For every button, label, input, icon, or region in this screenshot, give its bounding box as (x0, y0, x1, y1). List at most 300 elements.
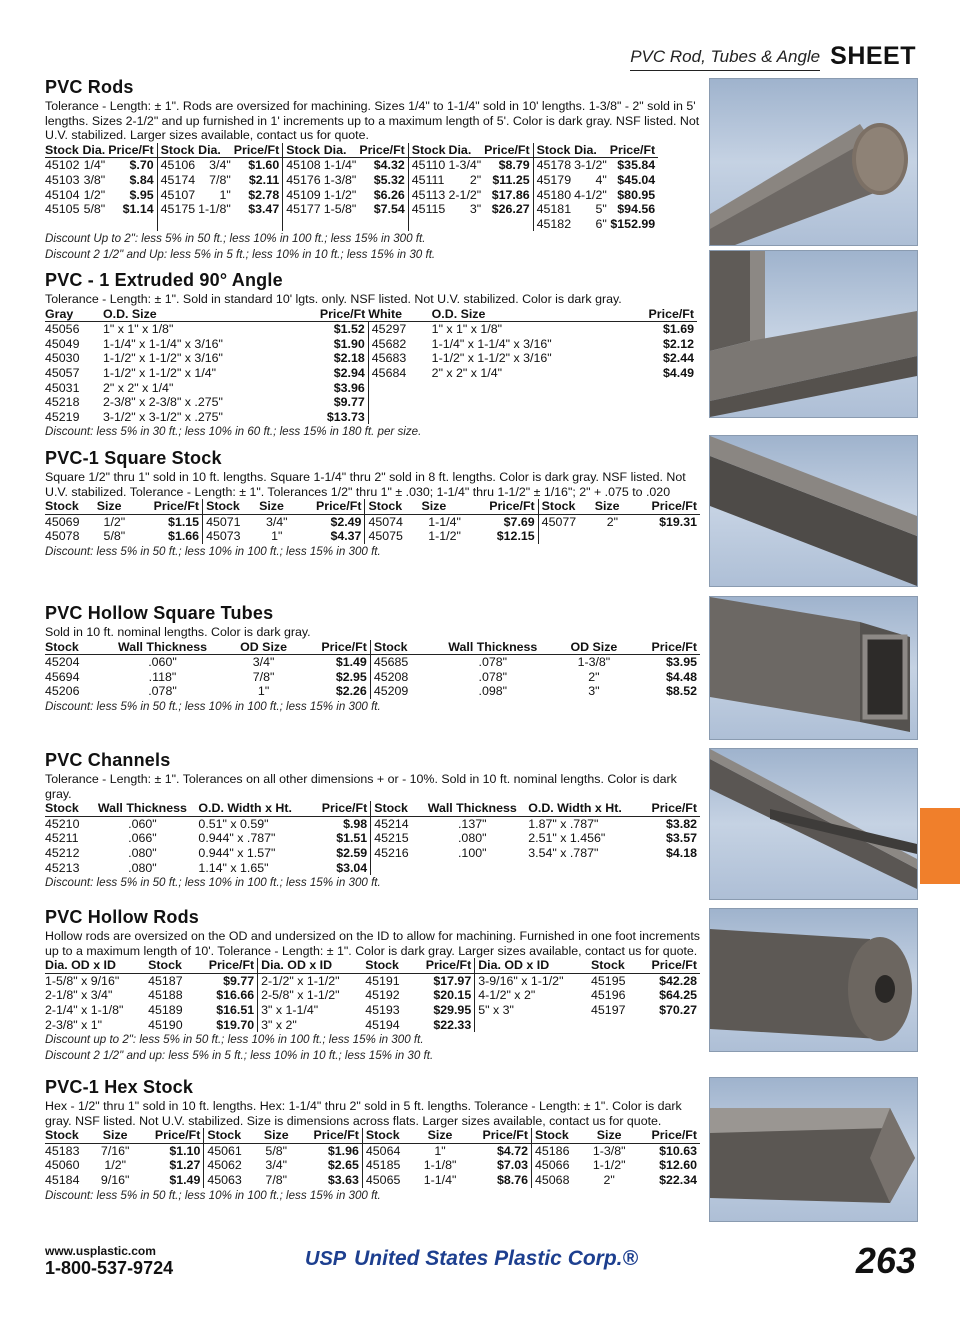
table-row (45, 337, 697, 352)
section-description: Hex - 1/2" thru 1" sold in 10 ft. lengths. Hex: 1-1/4" thru 2" sold in 5 ft. lengths. Tolerance - Length: ± 1". Color is dark gray. NSF listed. Not U.V. stabilized. Size is dimensions across flats. Larger sizes available, contact us for quote. (45, 1099, 682, 1128)
table-cell: 45179 (533, 173, 574, 188)
table-cell: $8.52 (665, 684, 697, 699)
table-cell: $3.82 (665, 816, 697, 831)
table-cell: $2.78 (248, 187, 280, 202)
table-cell (591, 1018, 638, 1033)
header-row (45, 640, 700, 655)
table-cell: .118" (148, 669, 177, 684)
section-hollow-rods (45, 907, 705, 1064)
table-row (45, 395, 697, 410)
table-cell: 4-1/2" x 2" (475, 988, 591, 1003)
table-cell: $1.51 (336, 831, 368, 846)
table-cell: $80.95 (617, 187, 656, 202)
channels-table (45, 801, 700, 875)
table-cell: 1-1/2" x 1-1/2" x 3/16" (431, 351, 552, 366)
table-cell: 1/2" (103, 514, 126, 529)
column-header: O.D. Width x Ht. (528, 801, 642, 816)
footer-company (305, 1247, 638, 1271)
table-cell: $4.18 (665, 845, 697, 860)
table-cell: $3.57 (665, 831, 697, 846)
table-cell: 1/4" (83, 158, 106, 173)
table-cell: $12.15 (496, 529, 535, 544)
table-cell (82, 217, 108, 232)
table-cell: 45683 (368, 351, 431, 366)
table-cell: $1.14 (122, 202, 154, 217)
table-cell: 45196 (591, 988, 626, 1003)
table-cell: $1.90 (333, 336, 365, 351)
discount-note: Discount Up to 2": less 5% in 50 ft.; less 10% in 100 ft.; less 15% in 300 ft. (45, 232, 426, 246)
table-cell: $4.48 (665, 669, 697, 684)
table-cell: 45178 (533, 158, 574, 173)
column-header: Size (418, 1128, 466, 1143)
column-header: Stock (45, 801, 89, 816)
table-cell: 45215 (371, 831, 420, 846)
table-cell: $3.96 (333, 380, 365, 395)
table-cell: 45102 (45, 158, 80, 173)
table-cell: 45071 (203, 514, 260, 529)
table-cell: $1.69 (662, 322, 694, 337)
table-cell: $20.15 (433, 988, 472, 1003)
table-cell: 45214 (371, 816, 420, 831)
column-header: Price/Ft (466, 1128, 532, 1143)
column-header: Price/Ft (631, 640, 700, 655)
table-cell: $17.97 (433, 973, 472, 988)
table-row (45, 514, 700, 529)
column-header: Price/Ft (138, 1128, 204, 1143)
table-cell: 2" x 2" x 1/4" (431, 365, 503, 380)
discount-note: Discount up to 2": less 5% in 50 ft.; less 10% in 100 ft.; less 15% in 300 ft. (45, 1033, 424, 1047)
table-cell: $1.60 (248, 158, 280, 173)
table-cell: $7.54 (373, 202, 405, 217)
table-cell: 3-1/2" x 3-1/2" x .275" (102, 409, 223, 424)
table-row (45, 217, 658, 232)
table-cell: 45194 (365, 1017, 400, 1032)
column-header: Wall Thickness (419, 801, 528, 816)
column-header: Stock (538, 499, 595, 514)
table-cell: $16.51 (216, 1002, 255, 1017)
table-cell: 45211 (45, 831, 79, 846)
table-cell: $70.27 (659, 1002, 697, 1017)
column-header: Price/Ft (610, 143, 658, 158)
table-cell: 45068 (532, 1173, 587, 1188)
table-cell: $.98 (343, 816, 368, 831)
table-cell (368, 381, 431, 396)
table-cell: .080" (128, 845, 157, 860)
column-header: Price/Ft (484, 143, 533, 158)
column-header: Dia. (574, 143, 610, 158)
table-cell: 45066 (532, 1158, 587, 1173)
column-header: Dia. OD x ID (258, 958, 366, 973)
table-cell: 2-3/8" x 2-3/8" x .275" (102, 395, 223, 410)
table-cell: $94.56 (617, 202, 656, 217)
table-cell: 5/8" (103, 529, 126, 544)
table-cell (432, 381, 622, 396)
column-header: O.D. Size (103, 307, 293, 322)
table-cell: 45107 (157, 188, 198, 203)
table-cell: 45694 (45, 669, 80, 684)
hollow-rods-table (45, 958, 700, 1032)
hollow-rod-photo (709, 908, 918, 1052)
header-row (45, 307, 697, 322)
table-cell: $26.27 (491, 202, 530, 217)
table-cell: 3/4" (265, 514, 288, 529)
table-cell: .066" (128, 831, 157, 846)
column-header: Wall Thickness (89, 801, 198, 816)
table-cell: 45210 (45, 816, 80, 831)
table-cell: $2.94 (333, 365, 365, 380)
angle-table (45, 307, 697, 425)
table-cell (484, 217, 533, 232)
table-cell: $.95 (129, 187, 154, 202)
rods-table (45, 143, 658, 232)
table-cell: 45209 (370, 684, 428, 699)
section-hollow-square (45, 603, 705, 715)
table-row (45, 973, 700, 988)
table-row (45, 1158, 700, 1173)
column-header: Stock (204, 1128, 259, 1143)
table-cell: 45204 (45, 655, 80, 670)
table-cell: 2-1/8" x 3/4" (45, 988, 113, 1003)
table-cell: $.84 (129, 172, 154, 187)
table-cell (432, 395, 622, 410)
table-row (45, 381, 697, 396)
section-description: Tolerance - Length: ± 1". Tolerances on all other dimensions + or - 10%. Sold in 10 ft. nominal lengths. Color is dark gray. (45, 772, 677, 801)
table-cell: 45060 (45, 1158, 80, 1173)
column-header: Price/Ft (297, 499, 365, 514)
column-header: Price/Ft (622, 307, 697, 322)
table-cell: 1.87" x .787" (528, 816, 599, 831)
column-header: Dia. OD x ID (475, 958, 591, 973)
table-cell: $64.25 (659, 988, 697, 1003)
table-cell: 45061 (204, 1143, 259, 1158)
table-cell: .080" (128, 860, 157, 875)
table-cell: $9.77 (223, 973, 255, 988)
table-cell: 45193 (365, 1002, 400, 1017)
table-cell: $1.49 (335, 655, 367, 670)
table-cell: $4.72 (496, 1143, 528, 1158)
column-header: Price/Ft (471, 499, 539, 514)
hollow-square-table (45, 640, 700, 699)
table-cell: 3.54" x .787" (528, 845, 599, 860)
table-cell: $2.12 (662, 336, 694, 351)
table-cell: $1.49 (169, 1172, 201, 1187)
column-header: Stock (532, 1128, 587, 1143)
table-cell: $2.11 (248, 172, 280, 187)
column-header: Stock (45, 499, 97, 514)
table-cell (595, 529, 633, 544)
table-cell: 5/8" (83, 202, 106, 217)
table-cell: $35.84 (617, 158, 656, 173)
column-header: Price/Ft (135, 499, 203, 514)
table-cell: 2-5/8" x 1-1/2" (258, 988, 366, 1003)
table-cell: 45105 (45, 202, 80, 217)
column-header: Stock (203, 499, 260, 514)
header-subtitle: PVC Rod, Tubes & Angle (630, 47, 820, 71)
table-cell: 1/2" (104, 1158, 126, 1173)
column-header: Price/Ft (293, 307, 368, 322)
column-header: Size (587, 1128, 635, 1143)
table-row (45, 322, 697, 337)
table-cell (419, 861, 528, 876)
page-number: 263 (855, 1240, 916, 1281)
footer-url[interactable]: www.usplastic.com (45, 1244, 156, 1258)
table-cell: 1" (271, 529, 283, 544)
table-cell: .078" (148, 684, 177, 699)
table-cell: $3.63 (327, 1172, 359, 1187)
table-cell (633, 529, 700, 544)
table-row (45, 202, 658, 217)
column-header: Price/Ft (296, 1128, 362, 1143)
table-cell: 45191 (365, 973, 400, 988)
section-description: Tolerance - Length: ± 1". Sold in standard 10' lgts. only. NSF listed. Not U.V. stabilized. Color is dark gray. (45, 292, 622, 306)
table-cell: 1-1/4" x 1-1/4" x 3/16" (102, 336, 223, 351)
table-cell: 1" x 1" x 1/8" (102, 322, 174, 337)
table-cell: 5" (595, 202, 607, 217)
table-cell: $11.25 (492, 172, 530, 187)
section-title: PVC Hollow Rods (45, 907, 200, 927)
header-row (45, 958, 700, 973)
header-row (45, 801, 700, 816)
table-cell (359, 217, 408, 232)
table-cell (408, 217, 448, 232)
table-cell: 45213 (45, 860, 80, 875)
column-header: Stock (365, 499, 422, 514)
section-tab-marker (920, 808, 960, 884)
column-header: Stock (365, 958, 412, 973)
table-row (45, 1173, 700, 1188)
section-description: Sold in 10 ft. nominal lengths. Color is dark gray. (45, 625, 311, 639)
table-cell: 2" (606, 514, 618, 529)
table-row (45, 988, 700, 1003)
discount-note: Discount: less 5% in 30 ft.; less 10% in 60 ft.; less 15% in 180 ft. per size. (45, 425, 422, 439)
section-description: Square 1/2" thru 1" sold in 10 ft. lengths. Square 1-1/4" thru 2" sold in 8 ft. lengths. Color is dark gray. NSF listed. Not U.V. stabilized. Tolerance - Length: ± 1". Tolerances 1/2" thru 1" ± .030; 1-1/4" thru 1-1/2" ± 1/16"; 2" + .075 to .020 (45, 470, 686, 499)
table-cell: 45049 (45, 336, 80, 351)
company-name: United States Plastic Corp.® (354, 1247, 638, 1270)
column-header: Stock (45, 1128, 95, 1143)
table-cell: $4.49 (662, 365, 694, 380)
table-cell: 1-1/8" (423, 1158, 457, 1173)
table-cell: 7/8" (209, 172, 231, 187)
discount-note: Discount: less 5% in 50 ft.; less 10% in 100 ft.; less 15% in 300 ft. (45, 1188, 381, 1202)
table-cell: 45073 (203, 529, 260, 544)
table-cell: $1.15 (168, 514, 200, 529)
column-header: Price/Ft (234, 143, 283, 158)
channel-photo (709, 748, 918, 900)
table-cell: $3.95 (665, 655, 697, 670)
column-header: Stock (283, 143, 324, 158)
column-header: O.D. Size (432, 307, 622, 322)
hex-stock-photo (709, 1077, 918, 1222)
table-cell: 45106 (157, 158, 198, 173)
column-header: Size (97, 499, 135, 514)
table-cell: $42.28 (659, 973, 697, 988)
section-square-stock (45, 448, 705, 560)
rod-photo (709, 78, 918, 246)
table-cell: 2-1/4" x 1-1/8" (45, 1002, 124, 1017)
table-cell: 1/2" (83, 187, 106, 202)
table-cell: 3" x 2" (258, 1018, 366, 1033)
table-cell: 45208 (370, 670, 428, 685)
table-cell: $7.69 (503, 514, 535, 529)
table-cell: .098" (478, 684, 508, 699)
discount-note: Discount: less 5% in 50 ft.; less 10% in 100 ft.; less 15% in 300 ft. (45, 699, 381, 713)
table-cell (639, 1018, 701, 1033)
column-header: Stock (591, 958, 638, 973)
section-description: Tolerance - Length: ± 1". Rods are oversized for machining. Sizes 1/4" to 1-1/4" sold in 10' lengths. 1-3/8" - 2" sold in 5' lengths. Sizes 2-1/2" and up furnished in 1' increments up to a maximum length of 5'. Color is dark gray. NSF listed. Not U.V. stabilized. Larger sizes available, contact us for quote. (45, 99, 700, 143)
table-cell: $22.33 (433, 1017, 472, 1032)
table-cell: 2-1/2" x 1-1/2" (258, 973, 366, 988)
column-header: OD Size (230, 640, 301, 655)
table-cell: 45174 (157, 173, 198, 188)
table-cell: $8.79 (498, 158, 530, 173)
table-cell: 45062 (204, 1158, 259, 1173)
table-row (45, 846, 700, 861)
discount-note: Discount: less 5% in 50 ft.; less 10% in 100 ft.; less 15% in 300 ft. (45, 876, 381, 890)
table-cell (198, 217, 234, 232)
header-row (45, 499, 700, 514)
column-header: Size (259, 1128, 296, 1143)
table-cell: $6.26 (373, 187, 405, 202)
table-cell: 45190 (148, 1017, 183, 1032)
table-cell: 45110 (408, 158, 448, 173)
table-cell: $.70 (129, 158, 154, 173)
column-header: Dia. (449, 143, 485, 158)
table-cell: 2" (603, 1172, 615, 1187)
table-cell: 1-1/2" x 1-1/2" x 3/16" (102, 351, 223, 366)
column-header: Price/Ft (633, 499, 700, 514)
table-cell: .080" (457, 831, 487, 846)
column-header: Wall Thickness (429, 640, 560, 655)
table-cell: 2" (588, 669, 600, 684)
table-cell: $1.27 (169, 1158, 201, 1173)
column-header: Price/Ft (643, 801, 700, 816)
table-cell: 45031 (45, 380, 80, 395)
table-cell: $12.60 (659, 1158, 697, 1173)
table-cell: 45297 (368, 322, 431, 337)
usp-logo: USP (305, 1247, 347, 1270)
table-cell: 0.944" x 1.57" (198, 845, 276, 860)
table-cell: $2.95 (335, 669, 367, 684)
table-cell: 3/4" (252, 655, 275, 670)
table-cell: $2.18 (333, 351, 365, 366)
table-cell: 45685 (370, 655, 428, 670)
table-cell: 1-5/8" x 9/16" (45, 973, 120, 988)
table-cell: $29.95 (433, 1002, 472, 1017)
table-cell: 45189 (148, 1002, 183, 1017)
table-cell: 1-1/2" (592, 1158, 626, 1173)
table-cell: 3-9/16" x 1-1/2" (475, 973, 591, 988)
table-cell: 45192 (365, 988, 400, 1003)
table-cell: $4.32 (373, 158, 405, 173)
table-cell: 45109 (283, 188, 324, 203)
table-cell: 45206 (45, 684, 80, 699)
table-cell: 45078 (45, 529, 80, 544)
table-cell: .078" (478, 669, 508, 684)
table-cell: 1-5/8" (323, 202, 357, 217)
table-cell: .100" (457, 845, 487, 860)
table-cell (528, 861, 642, 876)
table-cell: $16.66 (216, 988, 255, 1003)
table-cell: 3-1/2" (574, 158, 607, 173)
column-header: Price/Ft (635, 1128, 700, 1143)
header-row (45, 1128, 700, 1143)
column-header: Wall Thickness (98, 640, 229, 655)
table-cell: 3" (469, 202, 482, 217)
column-header: Stock (148, 958, 195, 973)
table-row (45, 410, 697, 425)
table-cell: 2.51" x 1.456" (528, 831, 606, 846)
table-row (45, 158, 658, 173)
table-cell: $3.47 (248, 202, 280, 217)
table-row (45, 1003, 700, 1018)
table-cell: 1" (434, 1143, 446, 1158)
column-header: Stock (370, 640, 428, 655)
table-row (45, 1143, 700, 1158)
table-cell: $2.65 (327, 1158, 359, 1173)
column-header: Dia. OD x ID (45, 958, 148, 973)
table-row (45, 655, 700, 670)
table-cell: 4" (595, 172, 607, 187)
table-row (45, 684, 700, 699)
table-cell: 45103 (45, 172, 80, 187)
table-cell: 1-1/4" (323, 158, 357, 173)
header-title: SHEET (830, 42, 916, 70)
table-row (45, 861, 700, 876)
section-title: PVC Channels (45, 750, 171, 770)
table-cell: 1-3/8" (323, 172, 357, 187)
column-header: Dia. (324, 143, 360, 158)
table-cell: 45069 (45, 514, 80, 529)
table-cell: 45212 (45, 845, 80, 860)
table-cell: 45188 (148, 988, 183, 1003)
table-cell: 45030 (45, 351, 80, 366)
section-pvc-rods (45, 77, 705, 263)
column-header: Price/Ft (108, 143, 157, 158)
table-cell (622, 410, 697, 425)
column-header: Size (595, 499, 633, 514)
page-header (630, 42, 916, 71)
table-cell: 4-1/2" (574, 187, 607, 202)
table-cell: $22.34 (659, 1172, 697, 1187)
hollow-square-photo (709, 596, 918, 740)
table-cell: 3/4" (209, 158, 231, 173)
discount-note: Discount 2 1/2" and Up: less 5% in 5 ft.; less 10% in 10 ft.; less 15% in 30 ft. (45, 248, 436, 262)
table-cell: 0.944" x .787" (198, 831, 276, 846)
table-cell: 45056 (45, 322, 80, 337)
section-title: PVC-1 Square Stock (45, 448, 222, 468)
table-cell: 45113 (408, 188, 448, 203)
table-cell: $2.59 (336, 845, 368, 860)
table-cell: 45075 (365, 529, 422, 544)
table-cell: 1-1/4" x 1-1/4" x 3/16" (431, 336, 552, 351)
discount-note: Discount 2 1/2" and up: less 5% in 5 ft.; less 10% in 10 ft.; less 15% in 30 ft. (45, 1049, 434, 1063)
table-cell: 45182 (533, 217, 574, 232)
section-title: PVC - 1 Extruded 90° Angle (45, 270, 283, 290)
table-cell: 45074 (365, 514, 422, 529)
table-cell: $10.63 (659, 1143, 697, 1158)
table-cell (538, 529, 595, 544)
table-cell (432, 410, 622, 425)
table-cell: 2-3/8" x 1" (45, 1017, 103, 1032)
table-cell: 45219 (45, 409, 80, 424)
table-cell: 45218 (45, 395, 80, 410)
table-cell: $19.31 (659, 514, 697, 529)
footer-phone: 1-800-537-9724 (45, 1258, 174, 1278)
table-cell: $1.66 (168, 529, 200, 544)
table-cell (108, 217, 157, 232)
table-cell: 45063 (204, 1173, 259, 1188)
table-cell: 45065 (362, 1173, 417, 1188)
